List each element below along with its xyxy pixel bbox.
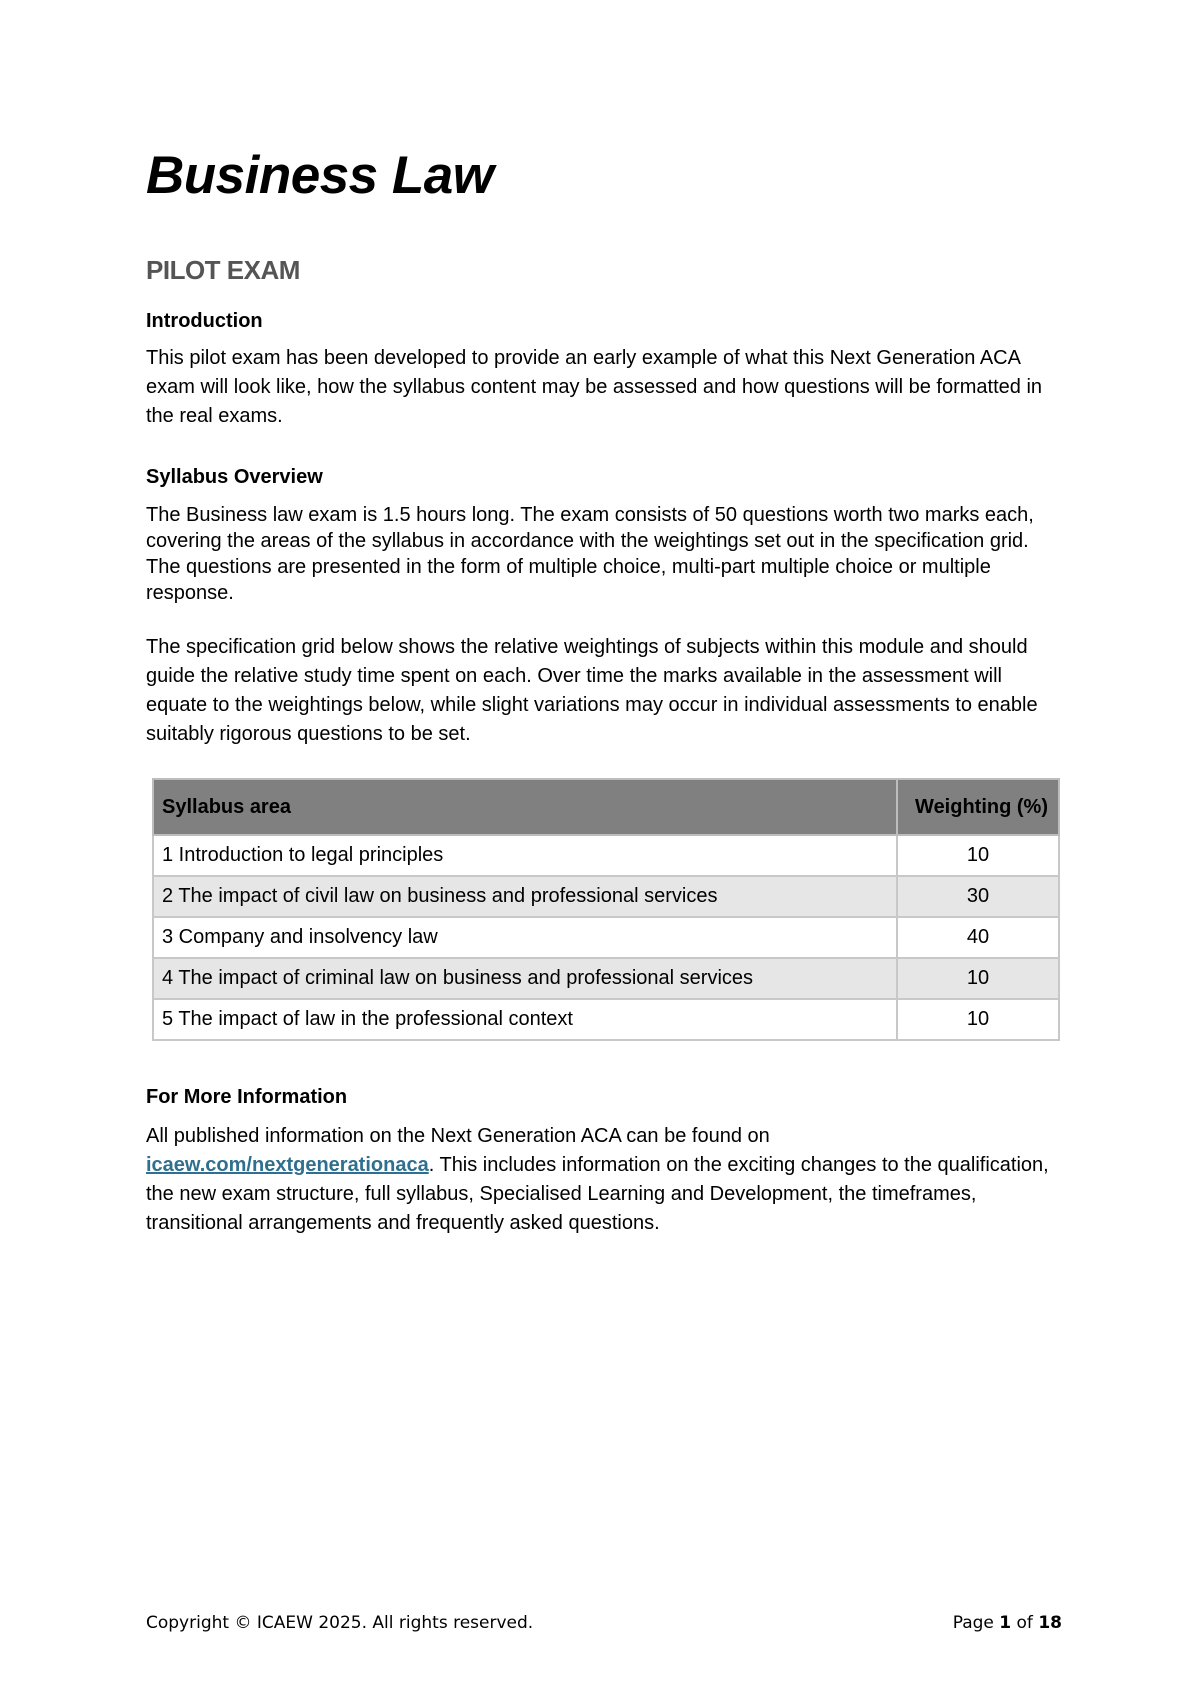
- nextgenerationaca-link[interactable]: icaew.com/nextgenerationaca: [146, 1154, 429, 1176]
- weighting-cell: 10: [897, 835, 1059, 876]
- page-label: Page: [952, 1613, 994, 1633]
- table-row: [153, 999, 1059, 1040]
- introduction-heading: Introduction: [146, 310, 263, 332]
- page-number: 1: [999, 1613, 1012, 1633]
- table-row: [153, 917, 1059, 958]
- syllabus-area-cell: 4 The impact of criminal law on business and professional services: [153, 958, 897, 999]
- syllabus-area-cell: 3 Company and insolvency law: [153, 917, 897, 958]
- weighting-cell: 40: [897, 917, 1059, 958]
- document-subtitle: PILOT EXAM: [146, 255, 300, 285]
- copyright-notice: Copyright © ICAEW 2025. All rights reserved.: [146, 1613, 534, 1633]
- more-information-text-before: All published information on the Next Generation ACA can be found on: [146, 1125, 770, 1147]
- table-row: [153, 876, 1059, 917]
- table-row: [153, 835, 1059, 876]
- introduction-text: This pilot exam has been developed to provide an early example of what this Next Generation ACA exam will look like, how the syllabus content may be assessed and how questions will be formatted in the real exams.: [146, 347, 1043, 427]
- page-indicator: [953, 1612, 1062, 1634]
- header-syllabus-area: Syllabus area: [153, 779, 897, 835]
- syllabus-overview-paragraph-1: The Business law exam is 1.5 hours long. The exam consists of 50 questions worth two marks each, covering the areas of the syllabus in accordance with the weightings set out in the specification grid. The questions are presented in the form of multiple choice, multi-part multiple choice or multiple response.: [146, 504, 1034, 604]
- more-information-text: [146, 1122, 1062, 1238]
- syllabus-overview-paragraph-2: The specification grid below shows the relative weightings of subjects within this module and should guide the relative study time spent on each. Over time the marks available in the assessment will equate to the weightings below, while slight variations may occur in individual assessments to enable suitably rigorous questions to be set.: [146, 636, 1038, 745]
- document-page: [146, 0, 1062, 1696]
- syllabus-overview-heading: Syllabus Overview: [146, 466, 323, 488]
- of-label: of: [1016, 1613, 1033, 1633]
- more-information-text-after: . This includes information on the exciting changes to the qualification, the new exam structure, full syllabus, Specialised Learning and Development, the timeframes, transitional arrangements and frequently asked questions.: [146, 1154, 1049, 1234]
- document-title: Business Law: [146, 146, 494, 205]
- header-weighting: Weighting (%): [897, 779, 1059, 835]
- table-header-row: [153, 779, 1059, 835]
- syllabus-area-cell: 2 The impact of civil law on business and professional services: [153, 876, 897, 917]
- weighting-cell: 10: [897, 999, 1059, 1040]
- more-information-heading: For More Information: [146, 1086, 348, 1108]
- page-total: 18: [1038, 1613, 1062, 1633]
- syllabus-area-cell: 5 The impact of law in the professional context: [153, 999, 897, 1040]
- weighting-cell: 30: [897, 876, 1059, 917]
- table-row: [153, 958, 1059, 999]
- syllabus-area-cell: 1 Introduction to legal principles: [153, 835, 897, 876]
- weighting-cell: 10: [897, 958, 1059, 999]
- specification-grid-table: [152, 778, 1060, 1041]
